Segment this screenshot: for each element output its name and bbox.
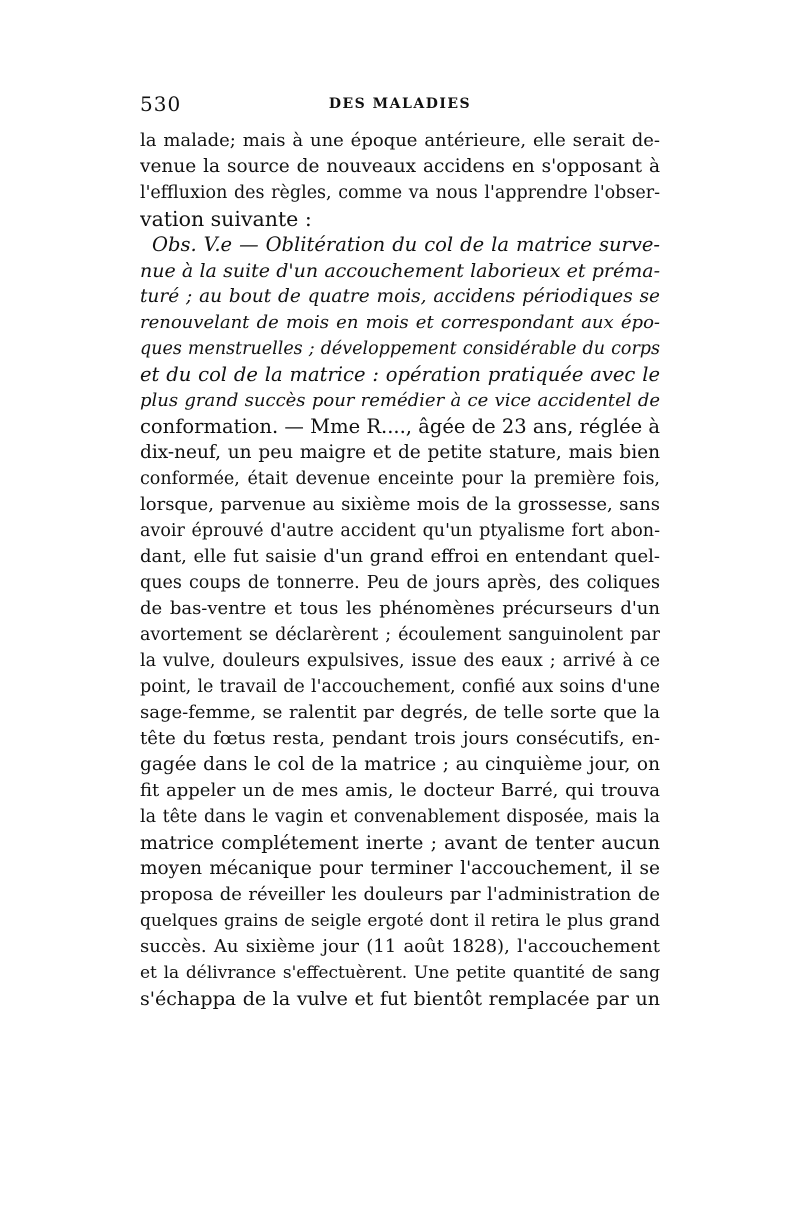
text-line: s'échappa de la vulve et fut bientôt remplacée par un (140, 988, 660, 1010)
text-line: sage-femme, se ralentit par degrés, de telle sorte que la (140, 702, 660, 723)
text-line: Obs. V.e — Oblitération du col de la matrice surve- (152, 233, 660, 256)
text-line: moyen mécanique pour terminer l'accouchement, il se (140, 858, 660, 879)
text-line: proposa de réveiller les douleurs par l'administration de (140, 884, 660, 905)
text-line: l'effluxion des règles, comme va nous l'apprendre l'obser- (140, 183, 660, 203)
text-line: avoir éprouvé d'autre accident qu'un ptyalisme fort abon- (140, 521, 660, 541)
text-line: vation suivante : (140, 207, 312, 231)
text-line: gagée dans le col de la matrice ; au cinquième jour, on (140, 754, 660, 775)
text-line: succès. Au sixième jour (11 août 1828), l'accouchement (140, 936, 660, 957)
body-text (140, 128, 660, 1012)
text-line: fit appeler un de mes amis, le docteur Barré, qui trouva (140, 780, 660, 801)
text-line: conformation. — Mme R...., âgée de 23 ans, réglée à (140, 415, 660, 438)
text-line: et du col de la matrice : opération pratiquée avec le (140, 363, 660, 386)
text-line: avortement se déclarèrent ; écoulement sanguinolent par (140, 625, 660, 645)
text-line: venue la source de nouveaux accidens en s'opposant à (140, 156, 660, 177)
text-line: lorsque, parvenue au sixième mois de la grossesse, sans (140, 494, 660, 515)
text-line: point, le travail de l'accouchement, confié aux soins d'une (140, 677, 660, 697)
running-title: DES MALADIES (328, 96, 472, 112)
text-line: la malade; mais à une époque antérieure, elle serait de- (140, 130, 660, 151)
text-line: nue à la suite d'un accouchement laborieux et préma- (140, 260, 660, 282)
text-line: conformée, était devenue enceinte pour la première fois, (140, 469, 660, 489)
page-number: 530 (140, 92, 182, 116)
text-line: quelques grains de seigle ergoté dont il retira le plus grand (140, 911, 660, 931)
text-line: dix-neuf, un peu maigre et de petite stature, mais bien (140, 442, 660, 463)
text-line: tête du fœtus resta, pendant trois jours consécutifs, en- (140, 728, 660, 749)
text-line: de bas-ventre et tous les phénomènes précurseurs d'un (140, 598, 660, 619)
text-line: plus grand succès pour remédier à ce vice accidentel de (140, 390, 660, 411)
text-line: la vulve, douleurs expulsives, issue des eaux ; arrivé à ce (140, 651, 660, 671)
text-line: renouvelant de mois en mois et correspondant aux épo- (140, 312, 660, 333)
text-line: ques menstruelles ; développement considérable du corps (140, 339, 660, 359)
text-line: la tête dans le vagin et convenablement disposée, mais la (140, 807, 660, 827)
running-head (140, 92, 660, 118)
text-line: et la délivrance s'effectuèrent. Une petite quantité de sang (140, 963, 660, 983)
text-line: matrice complétement inerte ; avant de tenter aucun (140, 832, 660, 854)
text-line: turé ; au bout de quatre mois, accidens périodiques se (140, 286, 660, 307)
text-line: dant, elle fut saisie d'un grand effroi en entendant quel- (140, 546, 660, 567)
text-line: ques coups de tonnerre. Peu de jours après, des coliques (140, 573, 660, 593)
